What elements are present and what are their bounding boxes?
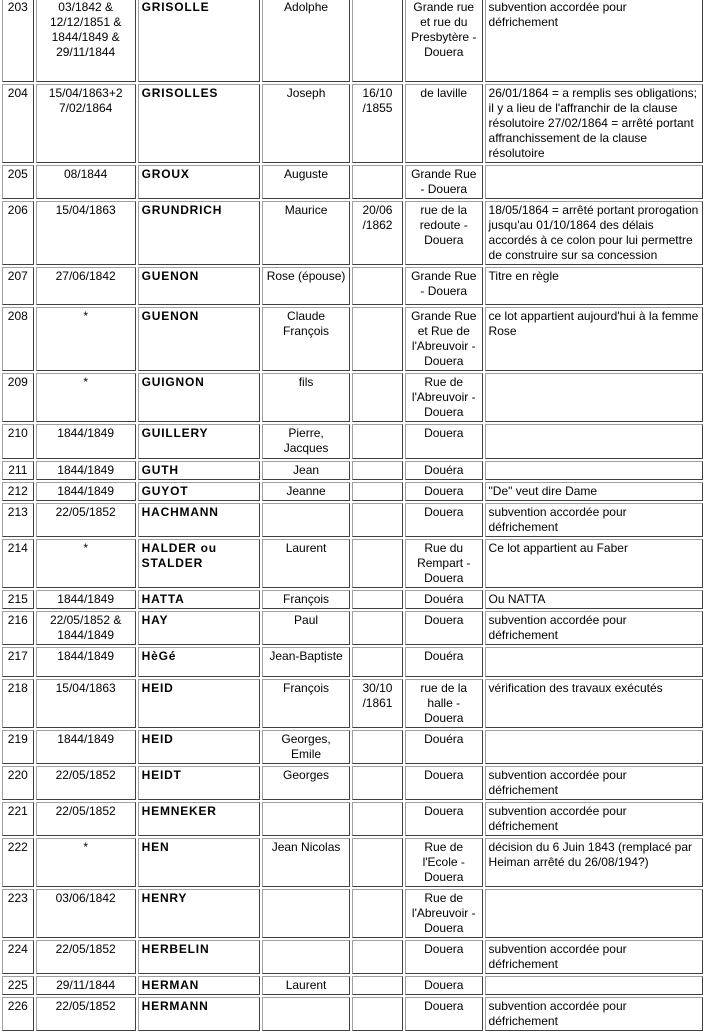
secondary-date-cell xyxy=(352,730,403,764)
observation-cell: subvention accordée pour défrichement xyxy=(485,0,703,82)
location-cell: Rue de l'Abreuvoir - Douera xyxy=(405,889,483,938)
table-row xyxy=(2,461,703,480)
concession-date-cell: 27/06/1842 xyxy=(36,267,136,305)
surname-cell: GUENON xyxy=(138,267,260,305)
secondary-date-cell xyxy=(352,373,403,422)
surname-cell: GUILLERY xyxy=(138,424,260,459)
table-row xyxy=(2,940,703,974)
location-cell: Douera xyxy=(405,482,483,501)
first-name-cell xyxy=(262,940,350,974)
surname-cell: HERBELIN xyxy=(138,940,260,974)
table-row xyxy=(2,647,703,677)
secondary-date-cell xyxy=(352,802,403,836)
concession-date-cell: * xyxy=(36,307,136,371)
first-name-cell: Jean-Baptiste xyxy=(262,647,350,677)
observation-cell: subvention accordée pour défrichement xyxy=(485,940,703,974)
row-number-cell: 218 xyxy=(2,679,34,728)
row-number-cell: 224 xyxy=(2,940,34,974)
concession-date-cell: 1844/1849 xyxy=(36,424,136,459)
location-cell: Grande Rue - Douera xyxy=(405,267,483,305)
row-number-cell: 226 xyxy=(2,997,34,1031)
first-name-cell xyxy=(262,503,350,537)
surname-cell: GRUNDRICH xyxy=(138,201,260,265)
row-number-cell: 214 xyxy=(2,539,34,588)
surname-cell: HèGé xyxy=(138,647,260,677)
row-number-cell: 210 xyxy=(2,424,34,459)
table-row xyxy=(2,503,703,537)
concession-date-cell: * xyxy=(36,838,136,887)
concession-date-cell: 1844/1849 xyxy=(36,590,136,609)
location-cell: Douéra xyxy=(405,461,483,480)
first-name-cell xyxy=(262,889,350,938)
secondary-date-cell: 30/10 /1861 xyxy=(352,679,403,728)
first-name-cell: Rose (épouse) xyxy=(262,267,350,305)
location-cell: Rue du Rempart - Douera xyxy=(405,539,483,588)
concession-date-cell: 15/04/1863 xyxy=(36,201,136,265)
secondary-date-cell xyxy=(352,940,403,974)
observation-cell: 18/05/1864 = arrêté portant prorogation jusqu'au 01/10/1864 des délais accordés à ce colon pour lui permettre de construire sur sa concession xyxy=(485,201,703,265)
row-number-cell: 225 xyxy=(2,976,34,995)
location-cell: Rue de l'Ecole - Douera xyxy=(405,838,483,887)
table-row xyxy=(2,802,703,836)
row-number-cell: 216 xyxy=(2,611,34,645)
row-number-cell: 204 xyxy=(2,84,34,163)
first-name-cell: Joseph xyxy=(262,84,350,163)
concession-date-cell: 1844/1849 xyxy=(36,647,136,677)
surname-cell: HATTA xyxy=(138,590,260,609)
surname-cell: HENRY xyxy=(138,889,260,938)
observation-cell: Ou NATTA xyxy=(485,590,703,609)
observation-cell xyxy=(485,424,703,459)
surname-cell: HALDER ou STALDER xyxy=(138,539,260,588)
first-name-cell: François xyxy=(262,679,350,728)
location-cell: Douera xyxy=(405,802,483,836)
table-row xyxy=(2,679,703,728)
secondary-date-cell xyxy=(352,976,403,995)
concession-date-cell: 15/04/1863 xyxy=(36,679,136,728)
observation-cell: Ce lot appartient au Faber xyxy=(485,539,703,588)
surname-cell: HERMANN xyxy=(138,997,260,1031)
observation-cell xyxy=(485,165,703,199)
first-name-cell: Adolphe xyxy=(262,0,350,82)
secondary-date-cell xyxy=(352,997,403,1031)
observation-cell: subvention accordée pour défrichement xyxy=(485,802,703,836)
surname-cell: GUIGNON xyxy=(138,373,260,422)
row-number-cell: 213 xyxy=(2,503,34,537)
row-number-cell: 222 xyxy=(2,838,34,887)
first-name-cell xyxy=(262,997,350,1031)
surname-cell: HERMAN xyxy=(138,976,260,995)
table-row xyxy=(2,373,703,422)
row-number-cell: 211 xyxy=(2,461,34,480)
location-cell: Grande rue et rue du Presbytère - Douera xyxy=(405,0,483,82)
concession-date-cell: 08/1844 xyxy=(36,165,136,199)
surname-cell: HEN xyxy=(138,838,260,887)
first-name-cell: François xyxy=(262,590,350,609)
first-name-cell: Claude François xyxy=(262,307,350,371)
location-cell: Douéra xyxy=(405,730,483,764)
table-row xyxy=(2,838,703,887)
observation-cell: subvention accordée pour défrichement xyxy=(485,997,703,1031)
row-number-cell: 206 xyxy=(2,201,34,265)
concession-date-cell: 22/05/1852 xyxy=(36,940,136,974)
observation-cell xyxy=(485,647,703,677)
row-number-cell: 212 xyxy=(2,482,34,501)
surname-cell: HAY xyxy=(138,611,260,645)
first-name-cell: Jean Nicolas xyxy=(262,838,350,887)
row-number-cell: 205 xyxy=(2,165,34,199)
surname-cell: HEID xyxy=(138,730,260,764)
secondary-date-cell: 20/06 /1862 xyxy=(352,201,403,265)
table-row xyxy=(2,307,703,371)
surname-cell: GUTH xyxy=(138,461,260,480)
concession-date-cell: 1844/1849 xyxy=(36,730,136,764)
location-cell: Douera xyxy=(405,997,483,1031)
location-cell: de laville xyxy=(405,84,483,163)
observation-cell: Titre en règle xyxy=(485,267,703,305)
first-name-cell: Maurice xyxy=(262,201,350,265)
first-name-cell xyxy=(262,802,350,836)
row-number-cell: 219 xyxy=(2,730,34,764)
surname-cell: HACHMANN xyxy=(138,503,260,537)
surname-cell: HEIDT xyxy=(138,766,260,800)
location-cell: rue de la halle - Douera xyxy=(405,679,483,728)
location-cell: Douéra xyxy=(405,590,483,609)
location-cell: rue de la redoute - Douera xyxy=(405,201,483,265)
secondary-date-cell xyxy=(352,482,403,501)
concession-date-cell: 29/11/1844 xyxy=(36,976,136,995)
secondary-date-cell xyxy=(352,503,403,537)
concession-date-cell: 22/05/1852 xyxy=(36,503,136,537)
table-row xyxy=(2,611,703,645)
concession-date-cell: * xyxy=(36,539,136,588)
observation-cell: 26/01/1864 = a remplis ses obligations; il y a lieu de l'affranchir de la clause résolutoire 27/02/1864 = arrêté portant affranchissement de la clause résolutoire xyxy=(485,84,703,163)
table-row xyxy=(2,84,703,163)
concession-date-cell: 03/06/1842 xyxy=(36,889,136,938)
table-row xyxy=(2,0,703,82)
secondary-date-cell xyxy=(352,0,403,82)
surname-cell: GUYOT xyxy=(138,482,260,501)
table-row xyxy=(2,730,703,764)
observation-cell: "De" veut dire Dame xyxy=(485,482,703,501)
observation-cell xyxy=(485,373,703,422)
first-name-cell: Pierre, Jacques xyxy=(262,424,350,459)
observation-cell: subvention accordée pour défrichement xyxy=(485,503,703,537)
concession-date-cell: * xyxy=(36,373,136,422)
row-number-cell: 215 xyxy=(2,590,34,609)
row-number-cell: 220 xyxy=(2,766,34,800)
concession-date-cell: 15/04/1863+2 7/02/1864 xyxy=(36,84,136,163)
surname-cell: HEMNEKER xyxy=(138,802,260,836)
row-number-cell: 221 xyxy=(2,802,34,836)
observation-cell xyxy=(485,730,703,764)
row-number-cell: 207 xyxy=(2,267,34,305)
table-row xyxy=(2,976,703,995)
location-cell: Douera xyxy=(405,611,483,645)
secondary-date-cell xyxy=(352,267,403,305)
concession-date-cell: 22/05/1852 xyxy=(36,997,136,1031)
row-number-cell: 217 xyxy=(2,647,34,677)
location-cell: Grande Rue - Douera xyxy=(405,165,483,199)
observation-cell: subvention accordée pour défrichement xyxy=(485,766,703,800)
secondary-date-cell xyxy=(352,461,403,480)
row-number-cell: 208 xyxy=(2,307,34,371)
concession-date-cell: 03/1842 & 12/12/1851 & 1844/1849 & 29/11/1844 xyxy=(36,0,136,82)
secondary-date-cell xyxy=(352,424,403,459)
table-row xyxy=(2,267,703,305)
table-row xyxy=(2,590,703,609)
secondary-date-cell xyxy=(352,165,403,199)
first-name-cell: Laurent xyxy=(262,539,350,588)
secondary-date-cell xyxy=(352,307,403,371)
table-row xyxy=(2,539,703,588)
location-cell: Douera xyxy=(405,976,483,995)
location-cell: Douera xyxy=(405,766,483,800)
table-row xyxy=(2,766,703,800)
location-cell: Douera xyxy=(405,940,483,974)
observation-cell: ce lot appartient aujourd'hui à la femme Rose xyxy=(485,307,703,371)
row-number-cell: 223 xyxy=(2,889,34,938)
table-row xyxy=(2,889,703,938)
table-row xyxy=(2,424,703,459)
secondary-date-cell xyxy=(352,611,403,645)
concession-date-cell: 22/05/1852 xyxy=(36,766,136,800)
surname-cell: GROUX xyxy=(138,165,260,199)
first-name-cell: Paul xyxy=(262,611,350,645)
surname-cell: GRISOLLES xyxy=(138,84,260,163)
observation-cell: vérification des travaux exécutés xyxy=(485,679,703,728)
secondary-date-cell: 16/10 /1855 xyxy=(352,84,403,163)
location-cell: Douera xyxy=(405,503,483,537)
secondary-date-cell xyxy=(352,590,403,609)
row-number-cell: 203 xyxy=(2,0,34,82)
concession-date-cell: 1844/1849 xyxy=(36,482,136,501)
secondary-date-cell xyxy=(352,766,403,800)
location-cell: Douéra xyxy=(405,647,483,677)
secondary-date-cell xyxy=(352,539,403,588)
observation-cell: subvention accordée pour défrichement xyxy=(485,611,703,645)
table-row xyxy=(2,165,703,199)
secondary-date-cell xyxy=(352,889,403,938)
concession-date-cell: 22/05/1852 & 1844/1849 xyxy=(36,611,136,645)
first-name-cell: Laurent xyxy=(262,976,350,995)
surname-cell: GRISOLLE xyxy=(138,0,260,82)
first-name-cell: Jeanne xyxy=(262,482,350,501)
first-name-cell: Georges, Emile xyxy=(262,730,350,764)
first-name-cell: Jean xyxy=(262,461,350,480)
observation-cell xyxy=(485,976,703,995)
observation-cell: décision du 6 Juin 1843 (remplacé par Heiman arrêté du 26/08/194?) xyxy=(485,838,703,887)
surname-cell: HEID xyxy=(138,679,260,728)
table-row xyxy=(2,482,703,501)
surname-cell: GUENON xyxy=(138,307,260,371)
concession-date-cell: 22/05/1852 xyxy=(36,802,136,836)
table-row xyxy=(2,997,703,1031)
secondary-date-cell xyxy=(352,838,403,887)
concession-date-cell: 1844/1849 xyxy=(36,461,136,480)
table-row xyxy=(2,201,703,265)
first-name-cell: fils xyxy=(262,373,350,422)
observation-cell xyxy=(485,889,703,938)
first-name-cell: Georges xyxy=(262,766,350,800)
location-cell: Douera xyxy=(405,424,483,459)
observation-cell xyxy=(485,461,703,480)
row-number-cell: 209 xyxy=(2,373,34,422)
location-cell: Grande Rue et Rue de l'Abreuvoir - Douera xyxy=(405,307,483,371)
secondary-date-cell xyxy=(352,647,403,677)
first-name-cell: Auguste xyxy=(262,165,350,199)
location-cell: Rue de l'Abreuvoir - Douera xyxy=(405,373,483,422)
